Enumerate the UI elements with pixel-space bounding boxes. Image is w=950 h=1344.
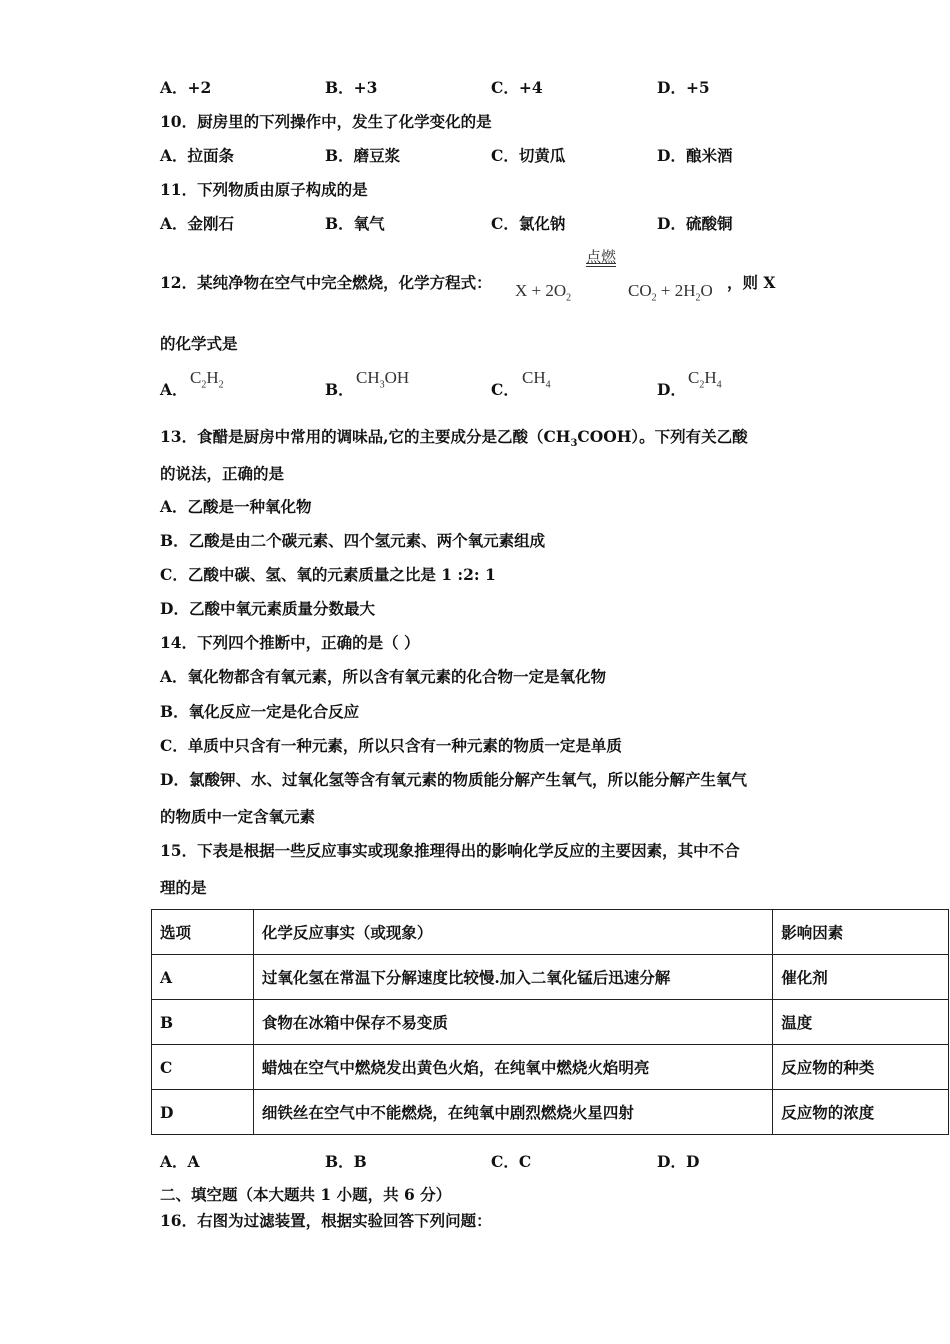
q12-option-d-letter: D． [657, 380, 686, 399]
table-cell: 反应物的浓度 [773, 1090, 949, 1135]
section-heading: 二、填空题（本大题共 1 小题，共 6 分） [160, 1185, 452, 1204]
q14-option-a: A．氧化物都含有氧元素，所以含有氧元素的化合物一定是氧化物 [160, 667, 607, 686]
q10-option-c: C．切黄瓜 [491, 146, 566, 165]
table-cell: 食物在冰箱中保存不易变质 [253, 1000, 772, 1045]
q10-option-a: A．拉面条 [160, 146, 235, 165]
q9-option-a: A．+2 [160, 78, 212, 97]
q9-option-b: B．+3 [325, 78, 378, 97]
q12-option-b-letter: B． [325, 380, 354, 399]
q15-option-d: D．D [657, 1152, 700, 1171]
table-cell: 过氧化氢在常温下分解速度比较慢.加入二氧化锰后迅速分解 [253, 955, 772, 1000]
q14-stem: 14．下列四个推断中，正确的是（ ） [160, 633, 420, 652]
table-cell: 温度 [773, 1000, 949, 1045]
q12-option-d-formula: $C_2H_4$ [688, 368, 722, 391]
table-cell: D [152, 1090, 254, 1135]
q10-option-b: B．磨豆浆 [325, 146, 401, 165]
q13-option-c: C．乙酸中碳、氢、氧的元素质量之比是 1 :2: 1 [160, 565, 496, 584]
q13-option-b: B．乙酸是由二个碳元素、四个氢元素、两个氧元素组成 [160, 531, 546, 550]
q11-option-a: A．金刚石 [160, 214, 235, 233]
q15-option-c: C．C [491, 1152, 532, 1171]
q11-option-b: B．氧气 [325, 214, 385, 233]
q12-option-b-formula: $CH_3OH$ [356, 368, 410, 391]
table-row [152, 1000, 949, 1045]
q13-stem-cont: 的说法，正确的是 [160, 464, 285, 483]
q13-stem: 13．食醋是厨房中常用的调味品,它的主要成分是乙酸$(CH_3COOH)$。下列有关乙酸 [160, 427, 748, 450]
table-header-cell: 影响因素 [773, 910, 949, 955]
q12-option-a-formula: $C_2H_2$ [190, 368, 224, 391]
table-cell: 蜡烛在空气中燃烧发出黄色火焰，在纯氧中燃烧火焰明亮 [253, 1045, 772, 1090]
q12-stem: 12．某纯净物在空气中完全燃烧，化学方程式： [160, 273, 492, 292]
q13-option-a: A．乙酸是一种氧化物 [160, 497, 312, 516]
q12-equation-left: $X + 2O_2$ [515, 281, 572, 304]
q9-option-d: D．+5 [657, 78, 710, 97]
q12-stem-cont: 的化学式是 [160, 334, 238, 353]
table-row [152, 955, 949, 1000]
q10-stem: 10．厨房里的下列操作中，发生了化学变化的是 [160, 112, 492, 131]
q15-option-a: A．A [160, 1152, 200, 1171]
table-cell: 反应物的种类 [773, 1045, 949, 1090]
q14-option-d-cont: 的物质中一定含氧元素 [160, 807, 316, 826]
table-header-cell: 选项 [152, 910, 254, 955]
q12-option-c-letter: C． [491, 380, 519, 399]
q9-option-c: C．+4 [491, 78, 543, 97]
table-cell: 细铁丝在空气中不能燃烧，在纯氧中剧烈燃烧火星四射 [253, 1090, 772, 1135]
table-cell: B [152, 1000, 254, 1045]
table-cell: 催化剂 [773, 955, 949, 1000]
q15-option-b: B．B [325, 1152, 367, 1171]
q10-option-d: D．酿米酒 [657, 146, 733, 165]
q13-option-d: D．乙酸中氧元素质量分数最大 [160, 599, 375, 618]
table-header-row [152, 910, 949, 955]
q14-option-d: D．氯酸钾、水、过氧化氢等含有氧元素的物质能分解产生氧气，所以能分解产生氧气 [160, 770, 747, 789]
q12-option-c-formula: $CH_4$ [522, 368, 551, 391]
q11-stem: 11．下列物质由原子构成的是 [160, 180, 368, 199]
q12-equation-right: $CO_2 + 2H_2O$ [628, 281, 713, 304]
q11-option-d: D．硫酸铜 [657, 214, 733, 233]
q12-option-a-letter: A． [160, 380, 188, 399]
table-row [152, 1090, 949, 1135]
table-cell: A [152, 955, 254, 1000]
q11-option-c: C．氯化钠 [491, 214, 566, 233]
table-header-cell: 化学反应事实（或现象） [253, 910, 772, 955]
q14-option-b: B．氧化反应一定是化合反应 [160, 702, 360, 721]
q15-table [151, 909, 949, 1135]
q16-stem: 16．右图为过滤装置，根据实验回答下列问题： [160, 1211, 492, 1230]
q12-stem-tail: ，则 X [727, 273, 776, 292]
q15-stem-cont: 理的是 [160, 878, 207, 897]
q15-stem: 15．下表是根据一些反应事实或现象推理得出的影响化学反应的主要因素，其中不合 [160, 841, 740, 860]
q12-condition: 点燃 [586, 248, 617, 266]
q14-option-c: C．单质中只含有一种元素，所以只含有一种元素的物质一定是单质 [160, 736, 622, 755]
table-row [152, 1045, 949, 1090]
table-cell: C [152, 1045, 254, 1090]
